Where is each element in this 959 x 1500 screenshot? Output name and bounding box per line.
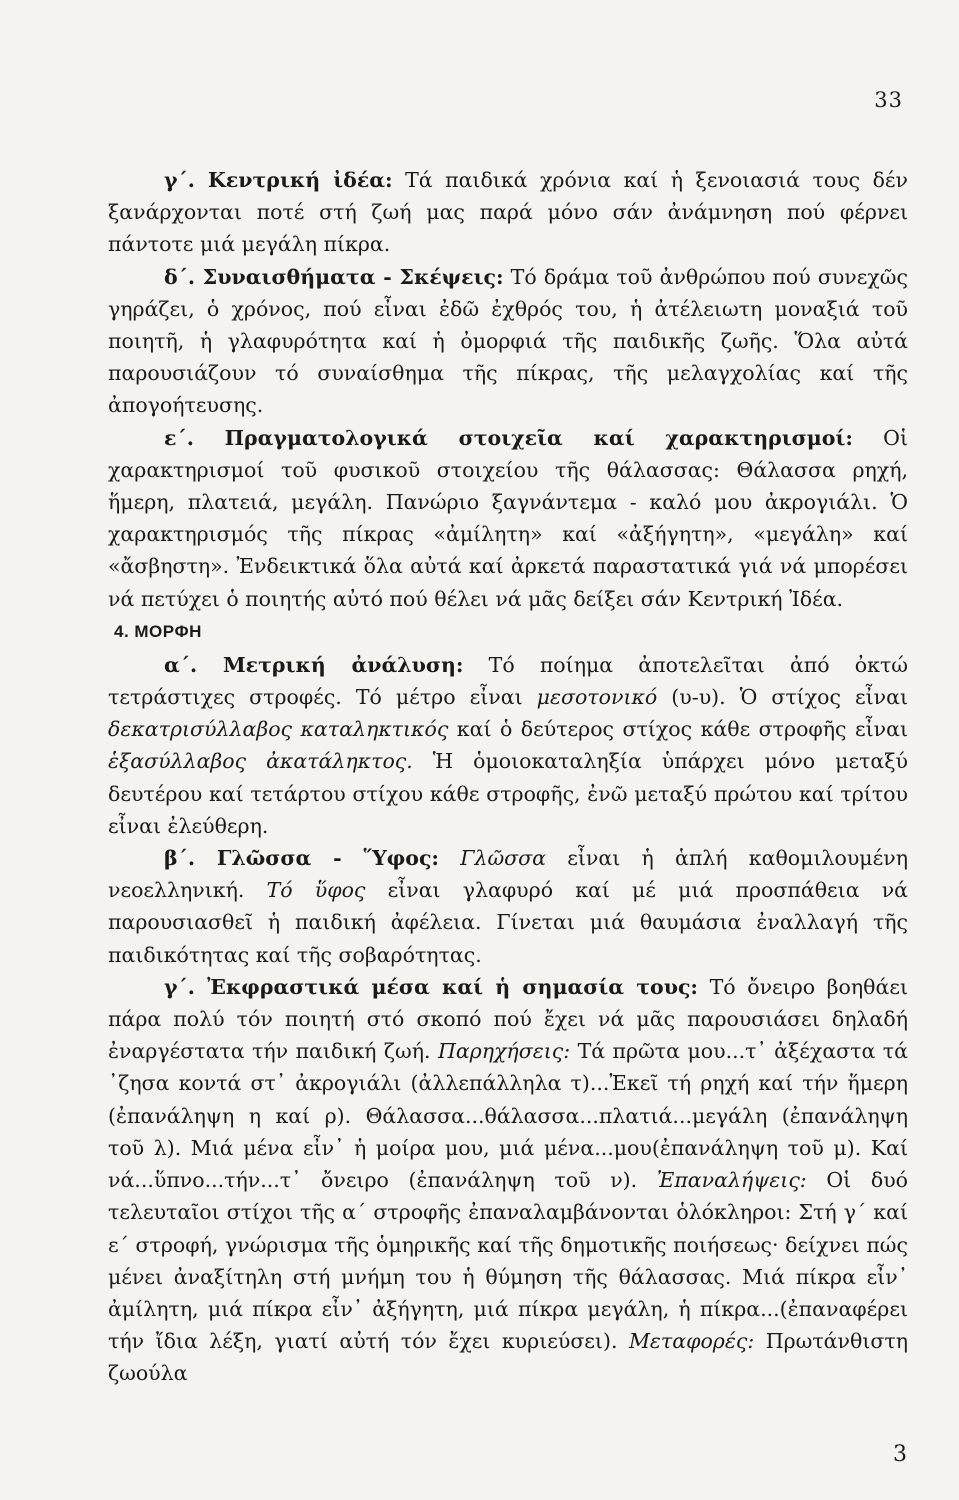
text-run: Τό ποίημα ἀποτελεῖται ἀπό ὀκτώ τετράστιχες στροφές. Τό μέτρο εἶναι bbox=[108, 652, 909, 710]
paragraph-label: γ΄. Ἐκφραστικά μέσα καί ἡ σημασία τους: bbox=[164, 974, 699, 999]
text-run: εἶναι ἡ ἁπλή καθομιλουμένη νεοελληνική. bbox=[108, 846, 908, 903]
page-number: 33 bbox=[874, 88, 903, 112]
body-text bbox=[108, 164, 908, 1390]
paragraph-text: Τά παιδικά χρόνια καί ἡ ξενοιασιά τους δέν ξανάρχονται ποτέ στή ζωή μας παρά μόνο σάν ἀνάμνηση πού φέρνει πάντοτε μιά μεγάλη πίκρα. bbox=[108, 168, 908, 257]
italic-term: ἑξασύλλαβος ἀκατάληκτος. bbox=[108, 749, 413, 774]
signature-mark: 3 bbox=[893, 1442, 907, 1467]
paragraph-text: Τό δράμα τοῦ ἀνθρώπου πού συνεχῶς γηράζει, ὁ χρόνος, πού εἶναι ἐδῶ ἐχθρός του, ἡ ἀτέλειωτη μοναξιά τοῦ ποιητῆ, ἡ γλαφυρότητα καί ἡ ὀμορφιά τῆς παιδικῆς ζωῆς. Ὅλα αὐτά παρουσιάζουν τό συναίσθημα τῆς πίκρας, τῆς μελαγχολίας καί τῆς ἀπογοήτευσης. bbox=[108, 264, 908, 418]
italic-term: Τό ὕφος bbox=[266, 878, 366, 903]
paragraph-label: ε΄. Πραγματολογικά στοιχεῖα καί χαρακτηρισμοί: bbox=[164, 425, 853, 450]
paragraph-central-idea bbox=[108, 164, 908, 261]
paragraph-feelings-thoughts bbox=[108, 261, 908, 422]
italic-term: Παρηχήσεις: bbox=[437, 1039, 571, 1064]
paragraph-facts-characterizations bbox=[108, 422, 908, 615]
text-run: Τό ὄνειρο βοηθάει πάρα πολύ τόν ποιητή στό σκοπό πού ἔχει νά μᾶς παρουσιάσει δηλαδή ἐναργέστατα τήν παιδική ζωή. bbox=[108, 974, 909, 1064]
paragraph-language-style bbox=[108, 842, 908, 971]
text-run: Ἡ ὁμοιοκαταληξία ὑπάρχει μόνο μεταξύ δευτέρου καί τετάρτου στίχου κάθε στροφῆς, ἐνῶ μεταξύ πρώτου καί τρίτου εἶναι ἐλεύθερη. bbox=[108, 749, 908, 838]
text-run: (υ-υ). Ὁ στίχος εἶναι bbox=[657, 685, 908, 710]
paragraph-metric-analysis bbox=[108, 649, 908, 842]
text-run: Οἱ δυό τελευταῖοι στίχοι τῆς α΄ στροφῆς ἐπαναλαμβάνονται ὁλόκληροι: Στή γ΄ καί ε΄ στροφή, γνώρισμα τῆς ὁμηρικῆς καί τῆς δημοτικῆς ποιήσεως· δείχνει πώς μένει ἀναξίτηλη στή μνήμη του ἡ θύμηση τῆς θάλασσας. Μιά πίκρα εἶν᾽ ἀμίλητη, μιά πίκρα εἶν᾽ ἀξήγητη, μιά πίκρα μεγάλη, ἡ πίκρα...(ἐπαναφέρει τήν ἴδια λέξη, γιατί αὐτή τόν ἔχει κυριεύσει). bbox=[108, 1168, 908, 1354]
paragraph-label: γ΄. Κεντρική ἰδέα: bbox=[164, 168, 393, 192]
paragraph-label: δ΄. Συναισθήματα - Σκέψεις: bbox=[164, 264, 504, 289]
italic-term: μεσοτονικό bbox=[536, 685, 658, 710]
italic-term: Μεταφορές: bbox=[628, 1329, 755, 1354]
text-run: Πρωτάνθιστη ζωούλα bbox=[108, 1329, 908, 1386]
text-run: εἶναι γλαφυρό καί μέ μιά προσπάθεια νά παρουσιασθεῖ ἡ παιδική ἀφέλεια. Γίνεται μιά θαυμάσια ἐναλλαγή τῆς παιδικότητας καί τῆς σοβαρότητας. bbox=[108, 878, 909, 967]
paragraph-label: α΄. Μετρική ἀνάλυση: bbox=[164, 652, 464, 677]
text-run: Τά πρῶτα μου...τ᾽ ἀξέχαστα τά ᾽ζησα κοντά στ᾽ ἀκρογιάλι (ἀλλεπάλληλα τ)...Ἐκεῖ τή ρηχή καί τήν ἥμερη (ἐπανάληψη η καί ρ). Θάλασσα...θάλασσα...πλατιά...μεγάλη (ἐπανάληψη τοῦ λ). Μιά μένα εἶν᾽ ἡ μοίρα μου, μιά μένα...μου(ἐπανάληψη τοῦ μ). Καί νά...ὕπνο...τήν...τ᾽ ὄνειρο (ἐπανάληψη τοῦ ν). bbox=[108, 1039, 908, 1193]
paragraph-label: β΄. Γλῶσσα - Ὕφος: bbox=[164, 846, 440, 871]
italic-term: Γλῶσσα bbox=[439, 846, 547, 871]
section-heading-form: 4. ΜΟΡΦΗ bbox=[114, 621, 202, 641]
text-run: καί ὁ δεύτερος στίχος κάθε στροφῆς εἶναι bbox=[448, 717, 908, 742]
italic-term: δεκατρισύλλαβος καταληκτικός bbox=[108, 717, 449, 742]
paragraph-text: Οἱ χαρακτηρισμοί τοῦ φυσικοῦ στοιχείου τῆς θάλασσας: Θάλασσα ρηχή, ἥμερη, πλατειά, μεγάλη. Πανώριο ξαγνάντεμα - καλό μου ἀκρογιάλι. Ὁ χαρακτηρισμός τῆς πίκρας «ἀμίλητη» καί «ἀξήγητη», «μεγάλη» καί «ἄσβηστη». Ἐνδεικτικά ὅλα αὐτά καί ἀρκετά παραστατικά γιά νά μπορέσει νά πετύχει ὁ ποιητής αὐτό πού θέλει νά μᾶς δείξει σάν Κεντρική Ἰδέα. bbox=[108, 425, 908, 611]
paragraph-expressive-means bbox=[108, 971, 908, 1390]
italic-term: Ἐπαναλήψεις: bbox=[656, 1168, 807, 1193]
